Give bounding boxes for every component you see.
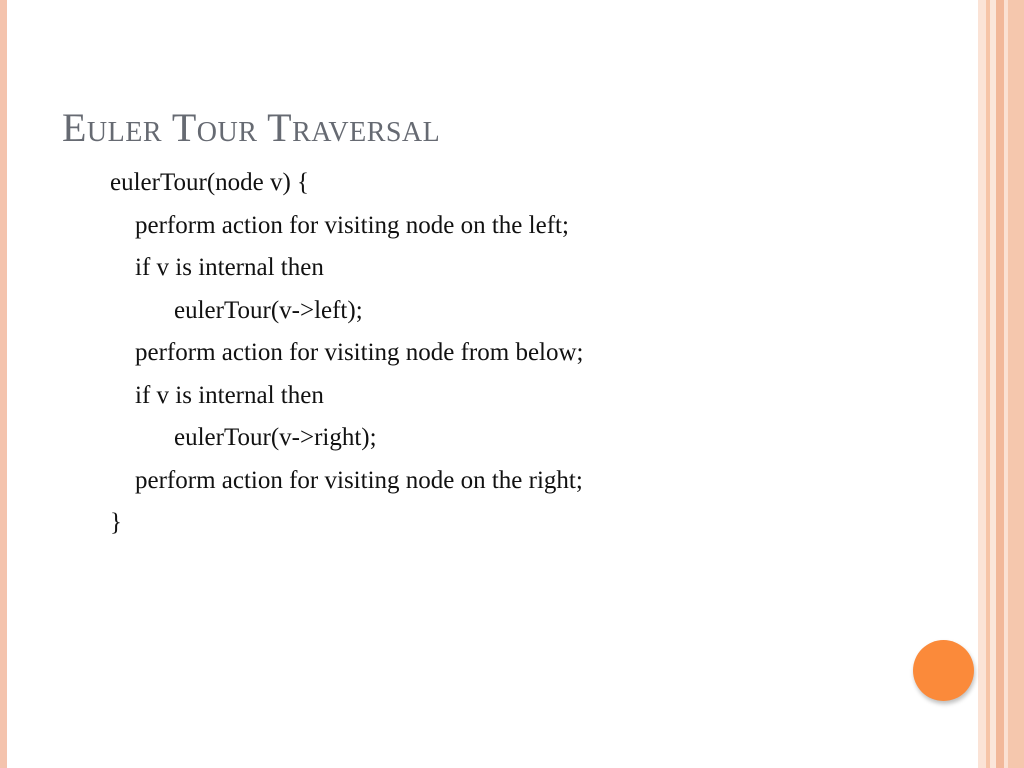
- code-line: perform action for visiting node on the left;: [135, 211, 569, 239]
- left-accent-strip: [0, 0, 7, 768]
- code-line: perform action for visiting node from below;: [135, 339, 584, 366]
- slide-title: Euler Tour Traversal: [62, 105, 441, 150]
- code-line: perform action for visiting node on the right;: [135, 466, 583, 494]
- code-line: }: [110, 509, 122, 536]
- right-decorative-stripes: [978, 0, 1024, 768]
- pseudocode-block: [110, 162, 584, 545]
- orange-circle-icon: [913, 640, 974, 701]
- code-line: eulerTour(v->left);: [174, 296, 363, 324]
- code-line: eulerTour(v->right);: [174, 424, 377, 451]
- code-line: eulerTour(node v) {: [110, 169, 310, 196]
- code-line: if v is internal then: [135, 254, 324, 281]
- code-line: if v is internal then: [135, 381, 324, 409]
